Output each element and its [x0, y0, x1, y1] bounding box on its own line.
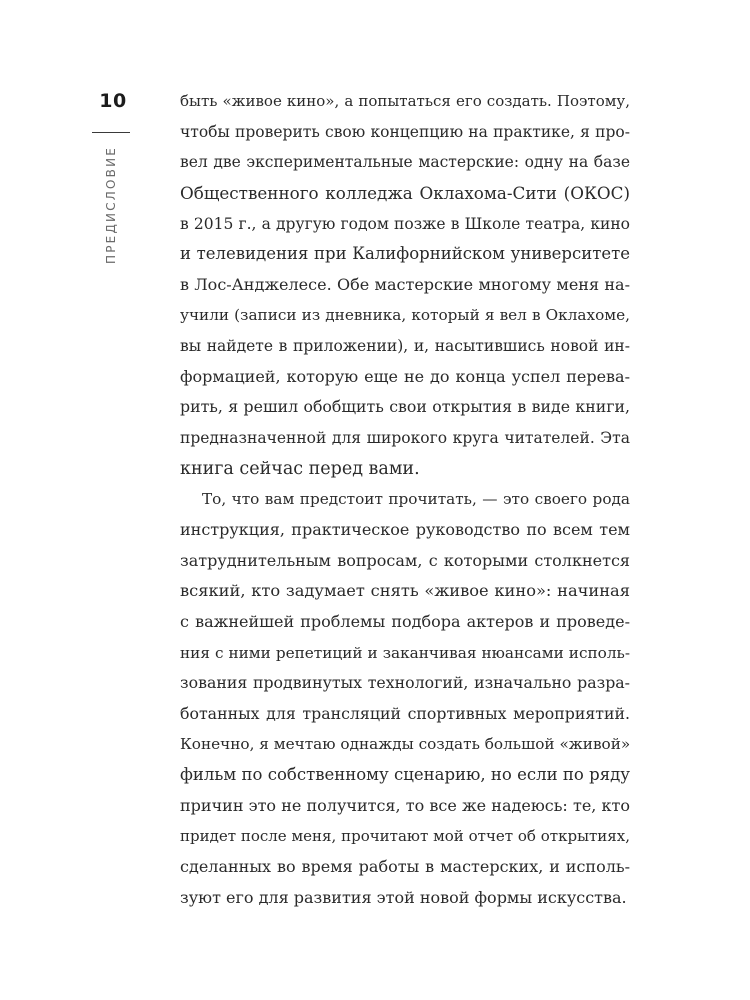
text-line: с важнейшей проблемы подбора актеров и проведе- — [180, 611, 630, 631]
text-line: книга сейчас перед вами. — [180, 458, 420, 479]
text-line: зования продвинутых технологий, изначально разра- — [180, 673, 630, 693]
text-line: ния с ними репетиций и заканчивая нюансами исполь- — [180, 643, 630, 662]
text-line: предназначенной для широкого круга читателей. Эта — [180, 429, 630, 448]
text-line: рить, я решил обобщить свои открытия в виде книги, — [180, 397, 630, 417]
text-line: вел две экспериментальные мастерские: одну на базе — [180, 153, 630, 172]
text-line: ботанных для трансляций спортивных мероприятий. — [180, 703, 630, 723]
text-line: Общественного колледжа Оклахома-Сити (ОКОС) — [180, 182, 630, 203]
text-line: быть «живое кино», а попытаться его создать. Поэтому, — [180, 92, 630, 110]
text-line: затруднительным вопросам, с которыми столкнется — [180, 550, 630, 570]
text-line: То, что вам предстоит прочитать, — это своего рода — [202, 490, 630, 509]
text-line: чтобы проверить свою концепцию на практике, я про- — [180, 122, 630, 141]
text-line: зуют его для развития этой новой формы искусства. — [180, 887, 627, 907]
text-line: всякий, кто задумает снять «живое кино»: начиная — [180, 581, 630, 601]
text-line: придет после меня, прочитают мой отчет об открытиях, — [180, 827, 630, 846]
running-head: ПРЕДИСЛОВИЕ — [104, 145, 118, 264]
text-line: и телевидения при Калифорнийском университете — [180, 244, 630, 264]
page-number-rule — [92, 132, 130, 133]
paragraph — [180, 484, 630, 913]
text-line: инструкция, практическое руководство по всем тем — [180, 519, 630, 539]
text-line: Конечно, я мечтаю однажды создать большой «живой» — [180, 735, 631, 754]
body-text — [180, 86, 630, 913]
page-number: 10 — [99, 90, 127, 112]
text-line: сделанных во время работы в мастерских, и исполь- — [180, 857, 630, 877]
text-line: в Лос-Анджелесе. Обе мастерские многому меня на- — [180, 274, 630, 294]
text-line: фильм по собственному сценарию, но если по ряду — [180, 765, 630, 785]
text-line: в 2015 г., а другую годом позже в Школе театра, кино — [180, 214, 630, 233]
text-line: формацией, которую еще не до конца успел перева- — [180, 366, 630, 386]
text-line: вы найдете в приложении), и, насытившись новой ин- — [180, 337, 630, 356]
paragraph — [180, 86, 630, 484]
text-line: причин это не получится, то все же надеюсь: те, кто — [180, 795, 630, 815]
text-line: учили (записи из дневника, который я вел в Оклахоме, — [180, 306, 630, 325]
